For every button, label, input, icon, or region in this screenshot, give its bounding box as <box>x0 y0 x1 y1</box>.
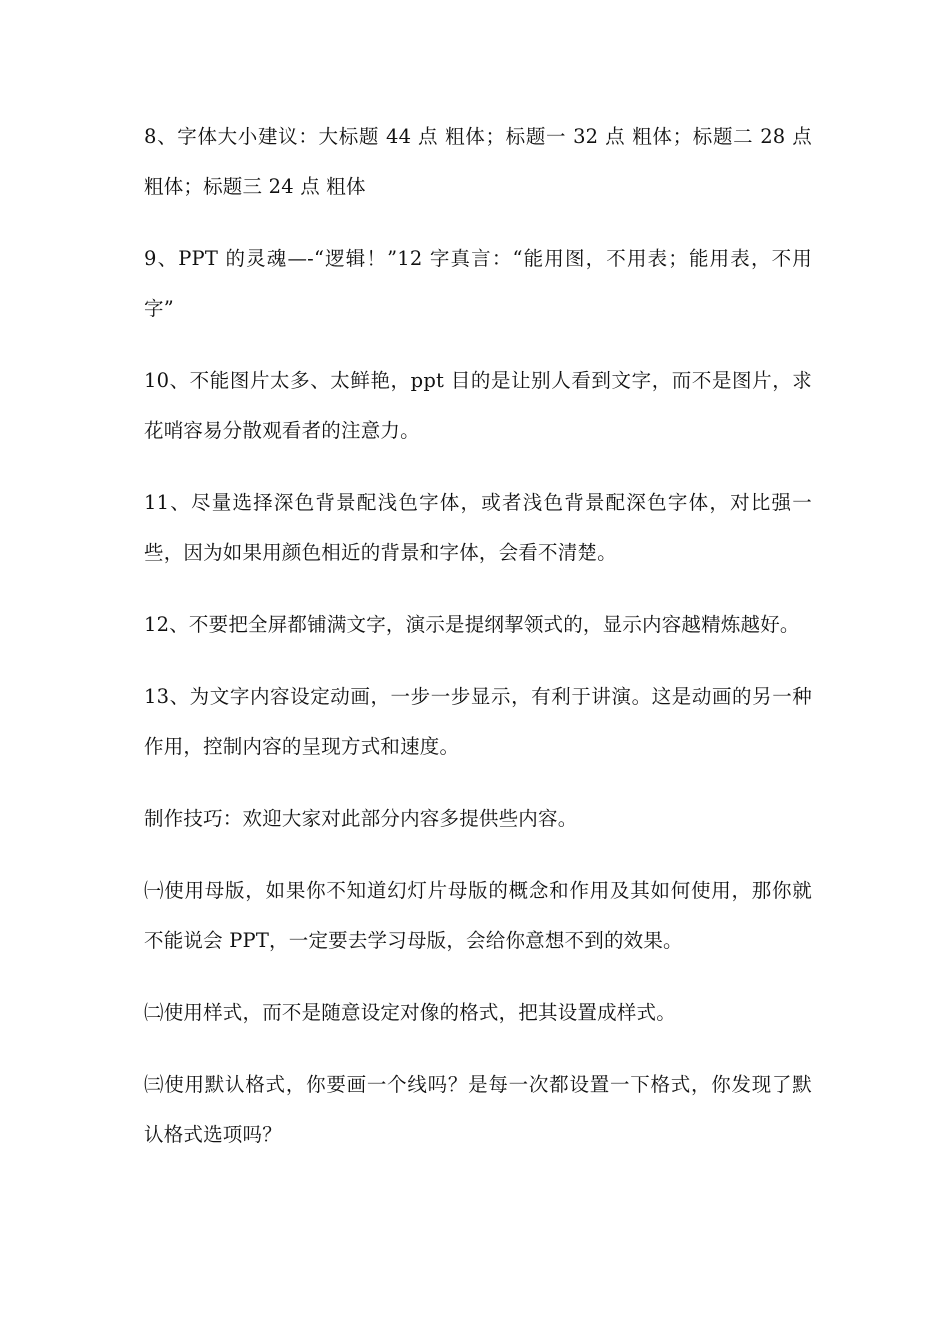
paragraph-ppt-logic-tip: 9、PPT 的灵魂—-“逻辑！”12 字真言：“能用图，不用表；能用表，不用字” <box>144 247 812 320</box>
paragraph-image-tip: 10、不能图片太多、太鲜艳，ppt 目的是让别人看到文字，而不是图片，求花哨容易分散观看者的注意力。 <box>144 369 812 442</box>
paragraph-master-slide-tip: ㈠使用母版，如果你不知道幻灯片母版的概念和作用及其如何使用，那你就不能说会 PPT，一定要去学习母版，会给你意想不到的效果。 <box>144 879 812 952</box>
paragraph-gap <box>144 844 812 866</box>
paragraph-gap <box>144 650 812 672</box>
paragraph-contrast-tip: 11、尽量选择深色背景配浅色字体，或者浅色背景配深色字体，对比强一些，因为如果用颜色相近的背景和字体，会看不清楚。 <box>144 491 812 564</box>
document-body <box>144 112 812 1160</box>
paragraph-font-size-tip: 8、字体大小建议：大标题 44 点 粗体；标题一 32 点 粗体；标题二 28 点 粗体；标题三 24 点 粗体 <box>144 125 812 198</box>
paragraph-gap <box>144 966 812 988</box>
paragraph-animation-tip: 13、为文字内容设定动画，一步一步显示，有利于讲演。这是动画的另一种作用，控制内容的呈现方式和速度。 <box>144 685 812 758</box>
paragraph-styles-tip: ㈡使用样式，而不是随意设定对像的格式，把其设置成样式。 <box>144 1001 676 1024</box>
paragraph-techniques-heading: 制作技巧：欢迎大家对此部分内容多提供些内容。 <box>144 807 578 830</box>
paragraph-gap <box>144 772 812 794</box>
paragraph-gap <box>144 578 812 600</box>
paragraph-gap <box>144 334 812 356</box>
paragraph-default-format-tip: ㈢使用默认格式，你要画一个线吗？是每一次都设置一下格式，你发现了默认格式选项吗？ <box>144 1073 812 1146</box>
paragraph-gap <box>144 212 812 234</box>
paragraph-gap <box>144 456 812 478</box>
paragraph-text-density-tip: 12、不要把全屏都铺满文字，演示是提纲挈领式的，显示内容越精炼越好。 <box>144 613 800 636</box>
paragraph-gap <box>144 1038 812 1060</box>
